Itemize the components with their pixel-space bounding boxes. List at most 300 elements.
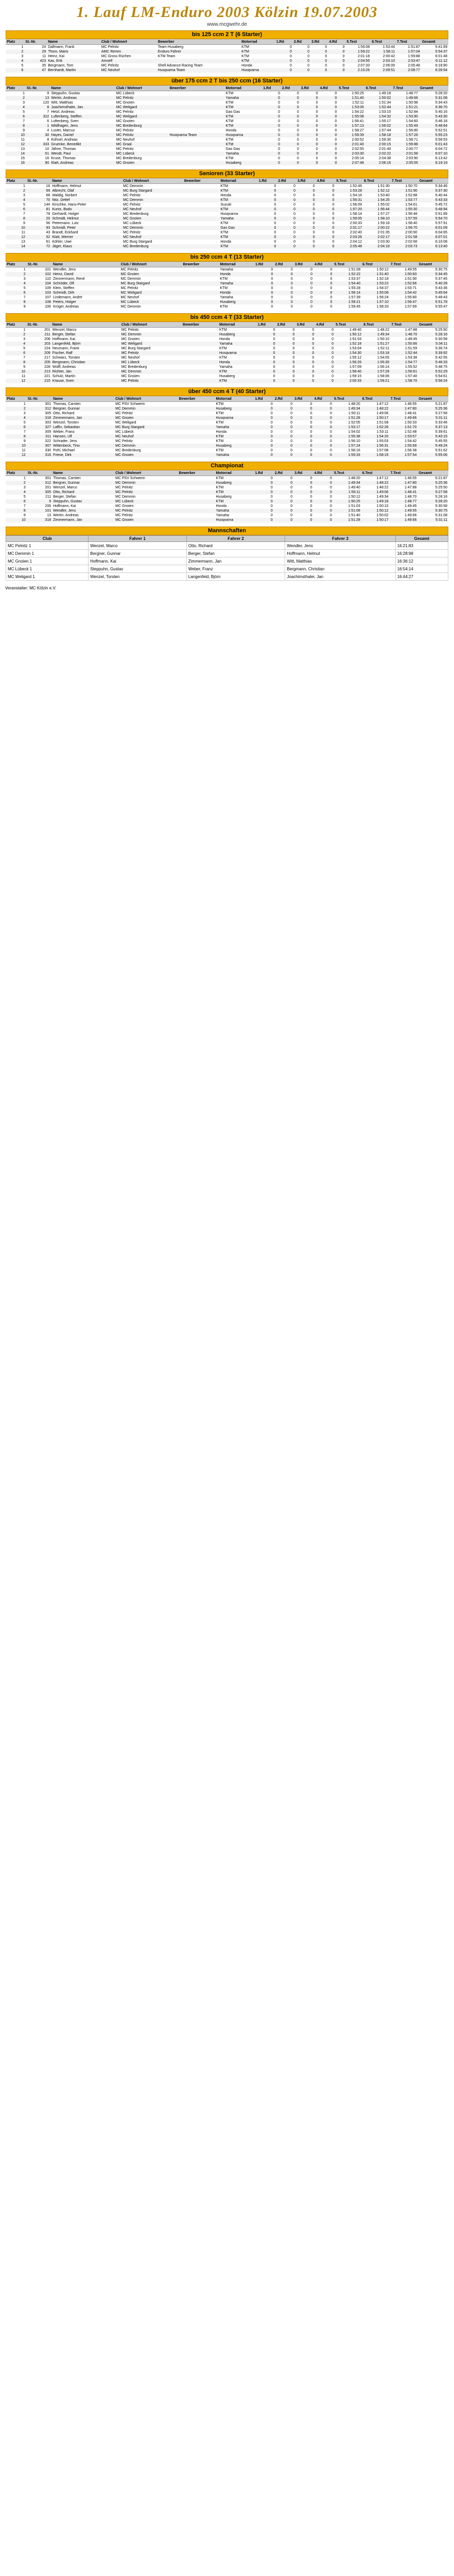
table-cell: Brandt, Eckhard [52, 231, 78, 234]
table-cell: 0 [330, 514, 332, 517]
table-cell: 0 [330, 430, 332, 434]
table-cell: Weber, Franz [53, 430, 75, 434]
table-cell: 1:55:28 [348, 286, 361, 290]
table-cell: 5:30:58 [435, 504, 447, 508]
team-cell: 16:54:14 [395, 565, 448, 573]
column-header: Gesamt [421, 39, 448, 45]
table-cell: 0 [313, 499, 333, 504]
table-cell: 1:51:08 [333, 509, 361, 513]
table-cell: 2:05:14 [352, 157, 364, 160]
table-cell: 6:10:08 [435, 240, 447, 244]
table-cell: KTM [220, 231, 229, 234]
table-cell: 1:59:45 [348, 305, 361, 309]
table-cell: 0 [293, 434, 313, 439]
table-cell: 5:27:58 [435, 412, 447, 415]
table-cell: Husaberg [215, 406, 254, 411]
table-cell: 2:02:22 [365, 151, 392, 156]
table-cell: MC Gross Rüchen [101, 55, 131, 58]
table-cell: MC Gnoien [115, 161, 169, 165]
table-cell: Honda [220, 240, 231, 244]
table-cell [182, 295, 219, 300]
table-row [6, 142, 448, 147]
table-row [6, 346, 448, 351]
table-cell: 5:31:08 [435, 514, 447, 517]
table-cell: 5:43:33 [418, 198, 448, 202]
table-cell: KTM [219, 347, 227, 350]
table-cell: 327 [27, 425, 52, 430]
table-cell: 0 [312, 212, 315, 216]
table-cell: 0 [262, 105, 281, 110]
table-cell: 1:49:66 [405, 514, 417, 517]
table-cell: 0 [330, 495, 332, 499]
table-cell: 0 [331, 356, 334, 360]
team-cell: MC Pelnitz 1 [6, 542, 89, 550]
table-cell: 4 [6, 342, 26, 346]
table-cell: 203 [26, 342, 51, 346]
table-cell: 0 [293, 499, 313, 504]
table-cell: 1:50:25 [352, 92, 364, 95]
table-cell: 0 [270, 486, 273, 489]
table-cell [183, 184, 220, 189]
table-cell: 1:50:12 [335, 332, 362, 337]
table-row [6, 453, 448, 457]
table-cell: 9 [23, 439, 26, 443]
table-cell: 4 [47, 129, 49, 132]
column-header: 2.Rd [274, 470, 293, 476]
table-cell: KTM [216, 402, 224, 406]
table-cell: 6 [6, 499, 27, 504]
table-cell: 0 [328, 59, 345, 63]
table-cell [168, 161, 224, 165]
table-cell: 5:43:15 [417, 434, 448, 439]
table-cell: 1:55:30 [362, 360, 390, 365]
table-cell: 8 [6, 300, 27, 304]
table-cell: 0 [300, 124, 319, 128]
table-cell: 0 [312, 337, 315, 341]
table-cell: 68 [46, 194, 50, 197]
column-header: Bewerber [157, 39, 240, 45]
table-cell: 1:51:28 [333, 518, 361, 522]
table-header-row [6, 39, 448, 45]
table-cell: 1:56:10 [348, 439, 360, 443]
table-cell: 5:54:70 [418, 216, 448, 221]
column-header: Club / Wohnort [114, 470, 178, 476]
table-row [6, 485, 448, 490]
table-cell: 5:36:70 [419, 105, 448, 110]
table-cell: Wenzel, Marco [53, 486, 77, 489]
column-header: 4.Rd [328, 39, 345, 45]
table-cell: 0 [274, 272, 293, 277]
table-cell: 0 [275, 68, 293, 73]
table-cell: 14 [6, 151, 26, 156]
table-cell: 0 [310, 268, 313, 272]
table-cell: 0 [296, 235, 316, 240]
table-cell: 0 [277, 226, 296, 230]
table-row [6, 119, 448, 124]
table-cell: 205 [26, 360, 51, 365]
table-cell: 8 [6, 216, 26, 221]
table-cell: KTM [219, 235, 257, 240]
table-cell: 12 [6, 453, 27, 457]
table-cell: 1:50:02 [365, 96, 392, 100]
table-cell: MC Weligard [115, 114, 169, 119]
table-cell: 0 [310, 412, 312, 415]
table-cell: 0 [319, 151, 338, 156]
table-cell: 0 [281, 124, 300, 128]
table-row [6, 59, 448, 63]
table-cell: MC Burg Stargard [121, 347, 151, 350]
table-cell: 0 [278, 101, 280, 105]
table-row [6, 54, 448, 59]
table-cell: 5:34:46 [435, 184, 447, 188]
table-cell: 5:54:61 [435, 375, 447, 378]
table-cell: 0 [300, 161, 319, 165]
table-cell: Wildhagen, Jens [50, 124, 115, 128]
table-cell: MC Pelnitz [116, 110, 134, 114]
table-cell: 1:52:46 [350, 184, 362, 188]
table-cell [182, 281, 219, 286]
table-cell: 1:50:66 [390, 342, 418, 346]
table-cell: 6:01:48 [435, 55, 447, 58]
table-cell: 0 [296, 138, 299, 142]
column-header: Name [52, 262, 120, 267]
table-cell: 0 [315, 342, 335, 346]
table-cell: 211 [26, 332, 51, 337]
table-cell: Luftenberg, Sven [51, 120, 79, 123]
table-cell: 0 [274, 300, 293, 304]
table-cell: 0 [276, 379, 296, 383]
table-cell: 1:57:08 [376, 449, 389, 452]
table-cell: Husqvarna Team [168, 133, 224, 138]
table-cell [182, 272, 219, 277]
table-cell: Bernhardt, Martin [47, 68, 100, 73]
table-row [6, 105, 448, 110]
table-cell: MC Pelnitz [115, 514, 133, 517]
table-cell: Schmidt, Helmut [51, 216, 122, 221]
table-cell: 1:57:69 [405, 305, 417, 309]
table-row [6, 420, 448, 425]
table-cell: 316 [27, 453, 52, 457]
table-cell: 0 [307, 45, 310, 49]
table-cell: 5:33:46 [435, 421, 447, 425]
table-cell: 312 [27, 481, 52, 485]
table-cell: 5:21:87 [435, 477, 447, 480]
table-row [6, 244, 448, 249]
table-cell [183, 240, 220, 244]
table-cell: 0 [313, 444, 333, 448]
table-cell: 0 [331, 328, 334, 332]
table-cell [183, 193, 220, 198]
table-cell: 2:03:30 [338, 151, 365, 156]
table-cell [182, 277, 219, 281]
table-cell: 10 [6, 226, 26, 230]
team-row [6, 542, 448, 550]
column-header: St.-Nr. [26, 178, 51, 184]
table-cell: 0 [316, 189, 336, 193]
table-row [6, 430, 448, 434]
table-cell: 0 [254, 425, 273, 430]
table-cell: 1:56:38 [405, 449, 417, 452]
table-cell: 6:04:72 [435, 147, 447, 151]
column-header: Platz [6, 396, 27, 402]
table-cell: Honda [219, 291, 254, 295]
table-cell: 1:50:12 [376, 268, 389, 272]
column-header: 4.Rd [315, 322, 335, 328]
table-cell: 0 [296, 101, 299, 105]
table-cell: 7 [47, 110, 49, 114]
table-cell: 5:28:20 [417, 499, 448, 504]
table-cell: 0 [273, 356, 275, 360]
table-cell: Zimmermann, René [53, 277, 85, 281]
table-cell: MC Burg Stargard [114, 425, 178, 430]
results-section [6, 253, 448, 309]
table-cell: 1:57:20 [335, 207, 363, 212]
table-cell: 5:48:64 [419, 124, 448, 128]
table-row [6, 360, 448, 365]
table-cell: 1:54:16 [350, 194, 362, 197]
table-cell: 5:43:30 [419, 114, 448, 119]
table-cell: 1:46:55 [405, 402, 417, 406]
table-cell: 1:56:47 [390, 300, 418, 304]
table-cell: Honda [216, 430, 227, 434]
table-cell: 0 [258, 216, 277, 221]
table-cell: 1:51:90 [405, 277, 417, 281]
table-cell: Shell Advance Racing Team [158, 64, 203, 67]
table-cell: 0 [312, 231, 315, 234]
table-cell: 5:25:50 [435, 486, 447, 489]
table-cell: KTM [220, 277, 228, 281]
table-cell [178, 476, 215, 481]
table-cell: KTM [220, 286, 228, 290]
column-header: Platz [6, 178, 26, 184]
table-cell: 0 [290, 430, 293, 434]
table-cell: 0 [293, 416, 313, 420]
table-cell: 0 [270, 402, 273, 406]
table-cell [182, 286, 219, 291]
table-cell: 5:25:36 [417, 406, 448, 411]
table-cell: 1:50:98 [406, 101, 418, 105]
table-cell: 0 [274, 194, 276, 197]
table-cell: Bergner, Gunnar [52, 481, 114, 485]
table-cell: 3 [23, 277, 26, 281]
table-cell: 0 [310, 68, 328, 73]
table-cell: 213 [26, 369, 51, 374]
table-cell: MC Demmin [120, 277, 141, 281]
table-cell [168, 138, 224, 142]
table-cell: MC Lübeck [116, 92, 135, 95]
table-cell: Gas Gas [225, 110, 240, 114]
table-cell: 0 [281, 142, 300, 147]
table-cell: 1:59:39 [338, 133, 365, 138]
table-cell: 1:52:18 [335, 342, 362, 346]
table-cell: Luster, Marcus [51, 129, 75, 132]
column-header: 2.Rd [293, 39, 310, 45]
table-row [6, 100, 448, 105]
table-cell: Husqvarna [215, 518, 254, 522]
table-header-row [6, 178, 448, 184]
table-cell: 5:42:55 [435, 356, 447, 360]
column-header: 2.Rd [274, 262, 293, 267]
table-cell: 35 [42, 64, 46, 67]
table-cell: 0 [331, 337, 334, 341]
table-row [6, 68, 448, 73]
table-row [6, 216, 448, 221]
table-cell: 1:56:41 [352, 120, 364, 123]
footer-note: Veranstalter: MC Kölzin e.V. [5, 586, 57, 590]
table-cell: 6 [6, 425, 27, 430]
table-cell: 1:58:14 [350, 212, 362, 216]
table-cell: MC Demmin [114, 406, 178, 411]
table-cell: Peters, Holger [52, 300, 120, 304]
table-cell: 10 [6, 444, 27, 448]
column-header: Club [6, 536, 89, 542]
table-cell: Husqvarna [218, 351, 257, 355]
table-cell: 6 [6, 114, 26, 119]
table-cell: Hoffmann, Helmut [52, 184, 81, 188]
table-cell [183, 216, 220, 221]
table-cell: 5:58:24 [418, 379, 448, 383]
table-cell: 6:07:01 [418, 235, 448, 240]
table-cell: 5:40:28 [418, 281, 448, 286]
table-cell: 5:49:24 [417, 444, 448, 448]
table-cell: 2:07:48 [338, 161, 365, 165]
table-row [6, 189, 448, 193]
table-cell: 303 [45, 421, 51, 425]
table-cell: 1:50:12 [361, 509, 390, 513]
team-cell: Hoffmann, Kai [89, 557, 187, 565]
table-cell: MC Lübeck [120, 360, 182, 365]
table-cell [178, 444, 215, 448]
table-cell [178, 453, 215, 457]
table-cell: 0 [274, 406, 293, 411]
table-cell: 3 [23, 337, 26, 341]
table-cell: KTM [216, 412, 224, 415]
table-cell: 106 [45, 305, 51, 309]
table-cell [183, 189, 220, 193]
table-cell: 1:54:02 [348, 430, 360, 434]
table-cell: 43 [46, 231, 50, 234]
table-cell: 8 [6, 509, 27, 513]
team-cell: Weber, Franz [186, 565, 285, 573]
table-cell: 215 [26, 379, 51, 383]
table-cell: MC Burg Stargard [123, 240, 152, 244]
table-cell [168, 142, 224, 147]
column-header: 1.Rd [275, 39, 293, 45]
table-cell: 2:00:33 [335, 379, 362, 383]
table-cell: 0 [313, 425, 333, 430]
table-cell: 0 [313, 291, 333, 295]
table-cell: 2:03:26 [335, 235, 363, 240]
table-cell: 1:53:38 [405, 356, 417, 360]
table-cell: 1:51:08 [348, 268, 361, 272]
table-cell: 0 [316, 244, 336, 249]
table-cell: 0 [315, 360, 335, 365]
table-cell: 0 [271, 296, 273, 299]
table-cell: 2:03:47 [396, 59, 421, 63]
table-cell: 1:47:80 [390, 481, 418, 485]
table-cell: 16 [46, 184, 50, 188]
table-cell: 1:56:14 [377, 365, 390, 369]
table-cell: Team Husaberg [158, 45, 184, 49]
table-cell: Klein, Steffen [53, 286, 75, 290]
table-cell: 0 [315, 351, 335, 355]
table-cell: 0 [330, 421, 332, 425]
table-cell: 1:59:22 [346, 49, 371, 54]
table-cell: 56 [46, 222, 50, 225]
table-cell: 16 [45, 157, 49, 160]
results-table [6, 322, 448, 383]
table-cell: 2:02:40 [350, 231, 362, 234]
column-header: 6.Test [361, 396, 390, 402]
table-cell: 0 [330, 296, 333, 299]
table-cell: MC Demmin [120, 369, 182, 374]
table-cell: 7 [23, 212, 25, 216]
table-cell: 0 [335, 110, 337, 114]
column-header: Gesamt [395, 536, 448, 542]
table-cell: 0 [296, 226, 316, 230]
table-cell: 2 [6, 406, 27, 411]
table-cell: 1:54:60 [406, 120, 418, 123]
column-header: 7.Test [392, 86, 419, 91]
table-cell: 0 [330, 305, 333, 309]
table-cell: 0 [254, 444, 273, 448]
table-cell: 104 [27, 281, 52, 286]
table-cell: 0 [290, 486, 293, 489]
table-cell [178, 509, 215, 513]
table-row [6, 133, 448, 138]
table-cell: MC Pelnitz [115, 133, 169, 138]
table-cell: KTM [225, 138, 234, 142]
table-row [6, 226, 448, 230]
table-cell: Berger, Stefan [53, 495, 76, 499]
table-cell: 5:48:94 [418, 207, 448, 212]
table-cell: 1:51:59 [405, 347, 417, 350]
table-cell: 1:49:34 [333, 481, 361, 485]
table-cell: 1:59:33 [333, 453, 361, 457]
table-row [6, 96, 448, 100]
table-cell: 228 [44, 365, 50, 369]
table-cell: 9 [23, 365, 26, 369]
table-cell: 1:49:45 [405, 337, 417, 341]
table-cell [182, 328, 218, 333]
team-row [6, 565, 448, 573]
table-cell: 1:56:48 [405, 212, 417, 216]
table-cell: 1:56:26 [335, 360, 362, 365]
table-cell: 1:50:70 [405, 184, 417, 188]
table-cell: 1:58:70 [390, 379, 418, 383]
table-cell: Yamaha [220, 268, 233, 272]
table-cell: Schwarz, Torsten [52, 356, 80, 360]
table-cell [168, 128, 224, 133]
table-cell: 0 [254, 499, 273, 504]
table-cell: 2:00:15 [365, 142, 392, 147]
table-cell: 1:57:10 [361, 300, 390, 304]
table-cell: 0 [330, 449, 332, 452]
table-cell: 0 [290, 412, 293, 415]
table-cell: 0 [296, 147, 299, 151]
table-cell: 1:49:34 [376, 495, 389, 499]
column-header: St.-Nr. [26, 86, 50, 91]
table-cell: KTM [220, 305, 228, 309]
table-cell: 1:53:44 [382, 45, 395, 49]
table-cell: 11 [22, 449, 26, 452]
column-header: 4.Rd [313, 396, 333, 402]
table-cell: 0 [274, 281, 293, 286]
table-cell: 2:06:09 [382, 64, 395, 67]
table-cell: 0 [307, 55, 310, 58]
table-cell: 0 [310, 402, 312, 406]
table-cell: 1:53:77 [391, 198, 418, 202]
